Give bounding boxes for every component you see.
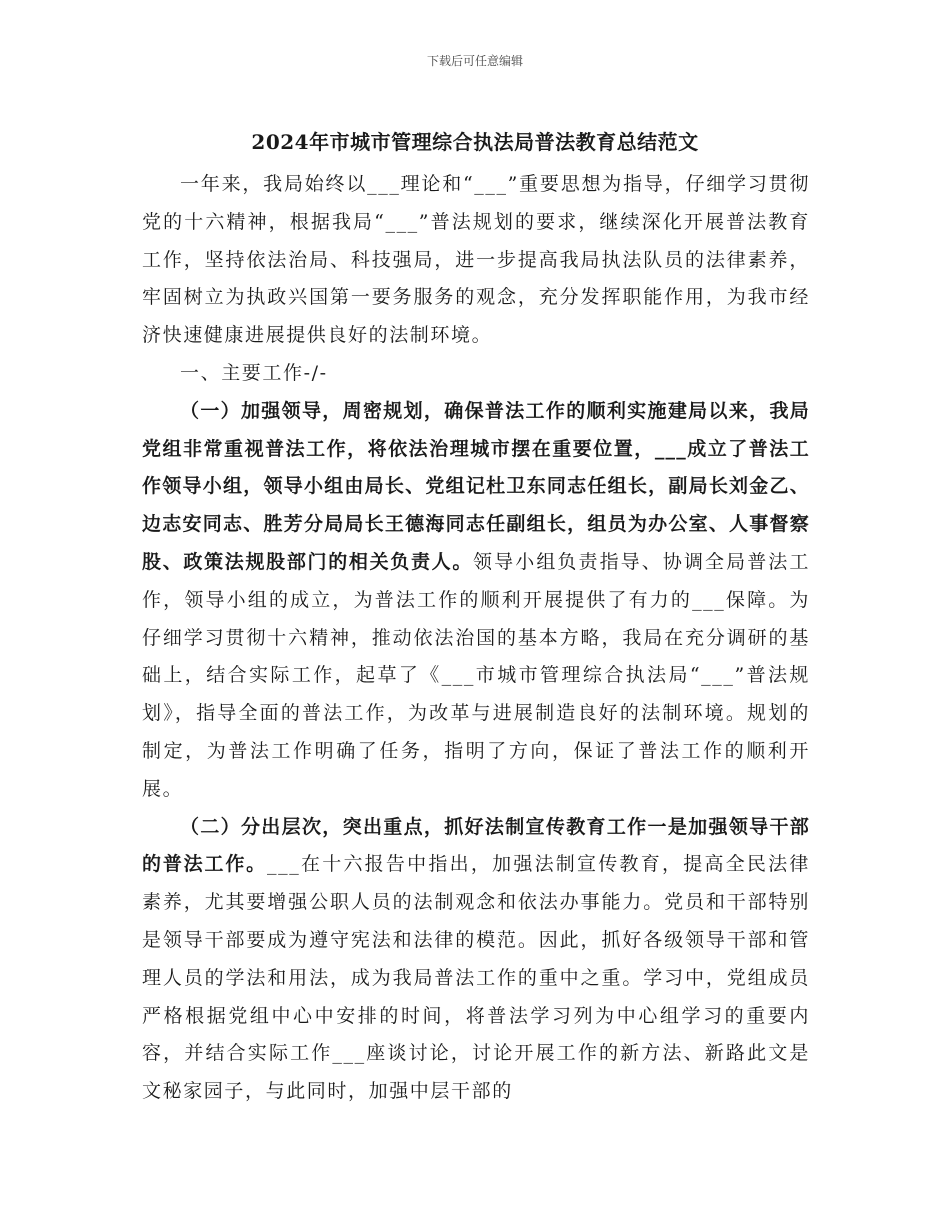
header-note: 下载后可任意编辑 <box>426 54 523 68</box>
paragraph-1-text: 领导小组负责指导、协调全局普法工作，领导小组的成立，为普法工作的顺利开展提供了有力的___保障。为仔细学习贯彻十六精神，推动依法治国的基本方略，我局在充分调研的基础上，结合实际工作，起草了《___市城市管理综合执法局“___”普法规划》，指导全面的普法工作，为改革与进展制造良好的法制环境。规划的制定，为普法工作明确了任务，指明了方向，保证了普法工作的顺利开展。 <box>142 550 810 800</box>
section-heading: 一、主要工作-/- <box>180 361 328 384</box>
paragraph-1-bold: （一）加强领导，周密规划，确保普法工作的顺利实施建局以来，我局党组非常重视普法工作，将依法治理城市摆在重要位置，___成立了普法工作领导小组，领导小组由局长、党组记杜卫东同志任组长，副局长刘金乙、边志安同志、胜芳分局局长王德海同志任副组长，组员为办公室、人事督察股、政策法规股部门的相关负责人。 <box>142 399 810 573</box>
paragraph-2-text: ___在十六报告中指出，加强法制宣传教育，提高全民法律素养，尤其要增强公职人员的法制观念和依法办事能力。党员和干部特别是领导干部要成为遵守宪法和法律的模范。因此，抓好各级领导干部和管理人员的学法和用法，成为我局普法工作的重中之重。学习中，党组成员严格根据党组中心中安排的时间，将普法学习列为中心组学习的重要内容，并结合实际工作___座谈讨论，讨论开展工作的新方法、新路此文是文秘家园子，与此同时，加强中层干部的 <box>142 853 811 1103</box>
intro-paragraph: 一年来，我局始终以___理论和“___”重要思想为指导，仔细学习贯彻党的十六精神，根据我局“___”普法规划的要求，继续深化开展普法教育工作，坚持依法治局、科技强局，进一步提高我局执法队员的法律素养，牢固树立为执政兴国第一要务服务的观念，充分发挥职能作用，为我市经济快速健康进展提供良好的法制环境。 <box>142 173 810 347</box>
document-title: 2024年市城市管理综合执法局普法教育总结范文 <box>251 130 699 154</box>
document-body <box>142 166 810 1111</box>
paragraph-1 <box>142 393 810 809</box>
paragraph-2 <box>142 809 810 1111</box>
paragraph-2-bold: （二）分出层次，突出重点，抓好法制宣传教育工作一是加强领导干部的普法工作。 <box>142 815 810 876</box>
